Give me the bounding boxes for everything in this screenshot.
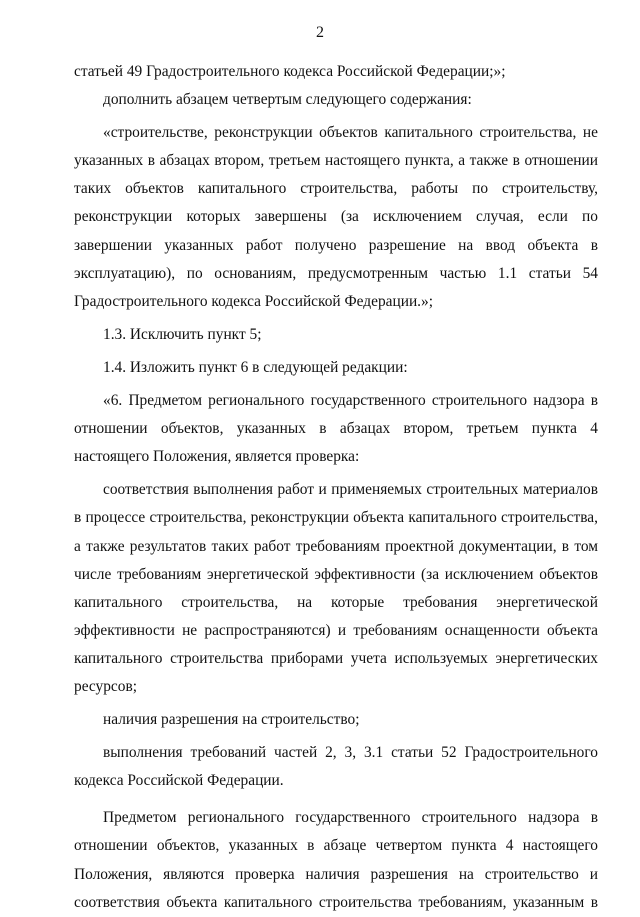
text-line: эффективности не распространяются) и требованиям оснащенности объекта bbox=[74, 621, 598, 639]
document-body bbox=[74, 58, 598, 917]
text-line: 1.4. Изложить пункт 6 в следующей редакции: bbox=[103, 358, 408, 376]
text-line: кодекса Российской Федерации. bbox=[74, 772, 284, 790]
text-line: «6. Предметом регионального государственного строительного надзора в bbox=[103, 392, 598, 410]
text-line: настоящего Положения, является проверка: bbox=[74, 448, 360, 466]
text-line: «строительстве, реконструкции объектов капитального строительства, не bbox=[103, 124, 598, 142]
text-line: дополнить абзацем четвертым следующего содержания: bbox=[103, 91, 472, 109]
text-line: а также результатов таких работ требованиям проектной документации, в том bbox=[74, 537, 598, 555]
text-line: таких объектов капитального строительства, работы по строительству, bbox=[74, 180, 598, 198]
text-line: Положения, являются проверка наличия разрешения на строительство и bbox=[74, 865, 598, 883]
text-line: капитального строительства, на которые требования энергетической bbox=[74, 593, 598, 611]
text-line: отношении объектов, указанных в абзаце четвертом пункта 4 настоящего bbox=[74, 837, 598, 855]
text-line: 1.3. Исключить пункт 5; bbox=[103, 325, 262, 343]
text-line: числе требованиям энергетической эффективности (за исключением объектов bbox=[74, 565, 598, 583]
text-line: отношении объектов, указанных в абзацах втором, третьем пункта 4 bbox=[74, 420, 598, 438]
text-line: ресурсов; bbox=[74, 677, 137, 695]
text-line: в процессе строительства, реконструкции объекта капитального строительства, bbox=[74, 509, 598, 527]
text-line: завершении указанных работ получено разрешение на ввод объекта в bbox=[74, 236, 598, 254]
text-line: эксплуатацию), по основаниям, предусмотренным частью 1.1 статьи 54 bbox=[74, 264, 598, 282]
text-line: Предметом регионального государственного строительного надзора в bbox=[103, 809, 598, 827]
text-line: реконструкции которых завершены (за исключением случая, если по bbox=[74, 208, 598, 226]
text-line: наличия разрешения на строительство; bbox=[103, 711, 360, 729]
text-line: Градостроительного кодекса Российской Федерации.»; bbox=[74, 292, 433, 310]
text-line: соответствия объекта капитального строительства требованиям, указанным в bbox=[74, 893, 598, 911]
text-line: выполнения требований частей 2, 3, 3.1 статьи 52 Градостроительного bbox=[103, 744, 598, 762]
page-number: 2 bbox=[316, 24, 324, 41]
text-line: соответствия выполнения работ и применяемых строительных материалов bbox=[103, 481, 598, 499]
text-line: капитального строительства приборами учета используемых энергетических bbox=[74, 649, 598, 667]
text-line: указанных в абзацах втором, третьем настоящего пункта, а также в отношении bbox=[74, 152, 598, 170]
text-line: статьей 49 Градостроительного кодекса Российской Федерации;»; bbox=[74, 63, 506, 80]
